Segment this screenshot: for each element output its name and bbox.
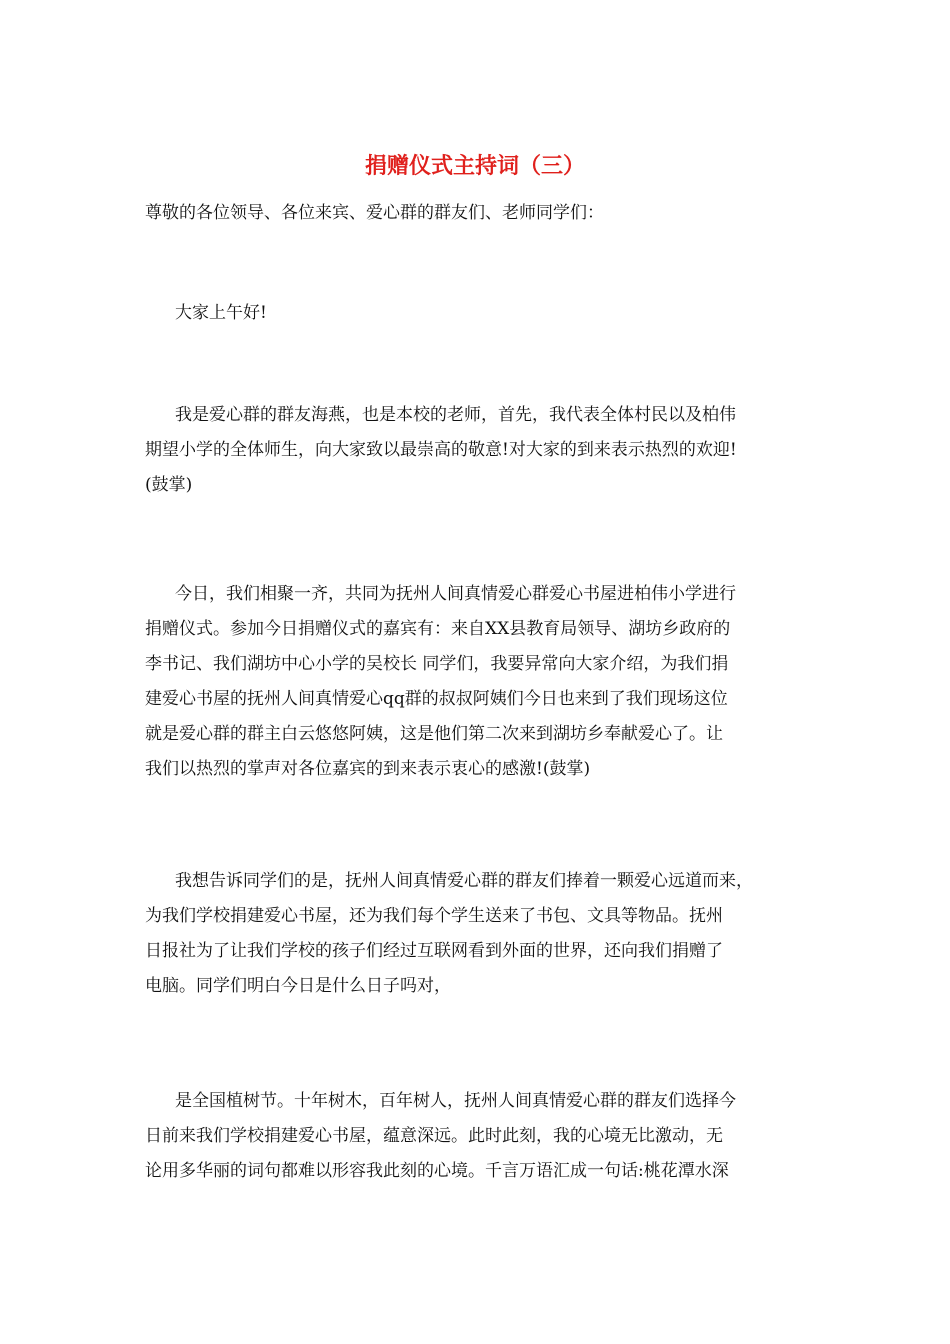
salutation-paragraph <box>145 196 815 231</box>
document-title: 捐赠仪式主持词（三） <box>364 154 585 179</box>
text-line: 今日，我们相聚一齐，共同为抚州人间真情爱心群爱心书屋进柏伟小学进行 <box>175 584 736 604</box>
paragraph-introduction <box>145 398 815 503</box>
text-line: 尊敬的各位领导、各位来宾、爱心群的群友们、老师同学们： <box>145 203 604 223</box>
text-line: 大家上午好! <box>175 303 267 323</box>
text-line: 李书记、我们湖坊中心小学的吴校长 同学们，我要异常向大家介绍，为我们捐 <box>145 654 729 674</box>
text-line: 就是爱心群的群主白云悠悠阿姨，这是他们第二次来到湖坊乡奉献爱心了。让 <box>145 724 723 744</box>
text-line: 我们以热烈的掌声对各位嘉宾的到来表示衷心的感激!(鼓掌) <box>145 759 591 779</box>
text-line: 建爱心书屋的抚州人间真情爱心qq群的叔叔阿姨们今日也来到了我们现场这位 <box>145 689 728 709</box>
text-line: 日报社为了让我们学校的孩子们经过互联网看到外面的世界，还向我们捐赠了 <box>145 941 723 961</box>
text-line: 期望小学的全体师生，向大家致以最崇高的敬意!对大家的到来表示热烈的欢迎! <box>145 440 737 460</box>
paragraph-donations <box>145 864 815 1004</box>
paragraph-arbor-day <box>145 1084 815 1189</box>
paragraph-guests <box>145 577 815 787</box>
text-line: 我是爱心群的群友海燕，也是本校的老师，首先，我代表全体村民以及柏伟 <box>175 405 736 425</box>
greeting-paragraph <box>145 296 815 331</box>
text-line: 电脑。同学们明白今日是什么日子吗对， <box>145 976 451 996</box>
text-line: 为我们学校捐建爱心书屋，还为我们每个学生送来了书包、文具等物品。抚州 <box>145 906 723 926</box>
text-line: (鼓掌) <box>145 475 193 495</box>
text-line: 是全国植树节。十年树木，百年树人，抚州人间真情爱心群的群友们选择今 <box>175 1091 736 1111</box>
text-line: 我想告诉同学们的是，抚州人间真情爱心群的群友们捧着一颗爱心远道而来， <box>175 871 753 891</box>
text-line: 捐赠仪式。参加今日捐赠仪式的嘉宾有：来自XX县教育局领导、湖坊乡政府的 <box>145 619 731 639</box>
text-line: 论用多华丽的词句都难以形容我此刻的心境。千言万语汇成一句话:桃花潭水深 <box>145 1161 729 1181</box>
text-line: 日前来我们学校捐建爱心书屋，蕴意深远。此时此刻，我的心境无比激动，无 <box>145 1126 723 1146</box>
